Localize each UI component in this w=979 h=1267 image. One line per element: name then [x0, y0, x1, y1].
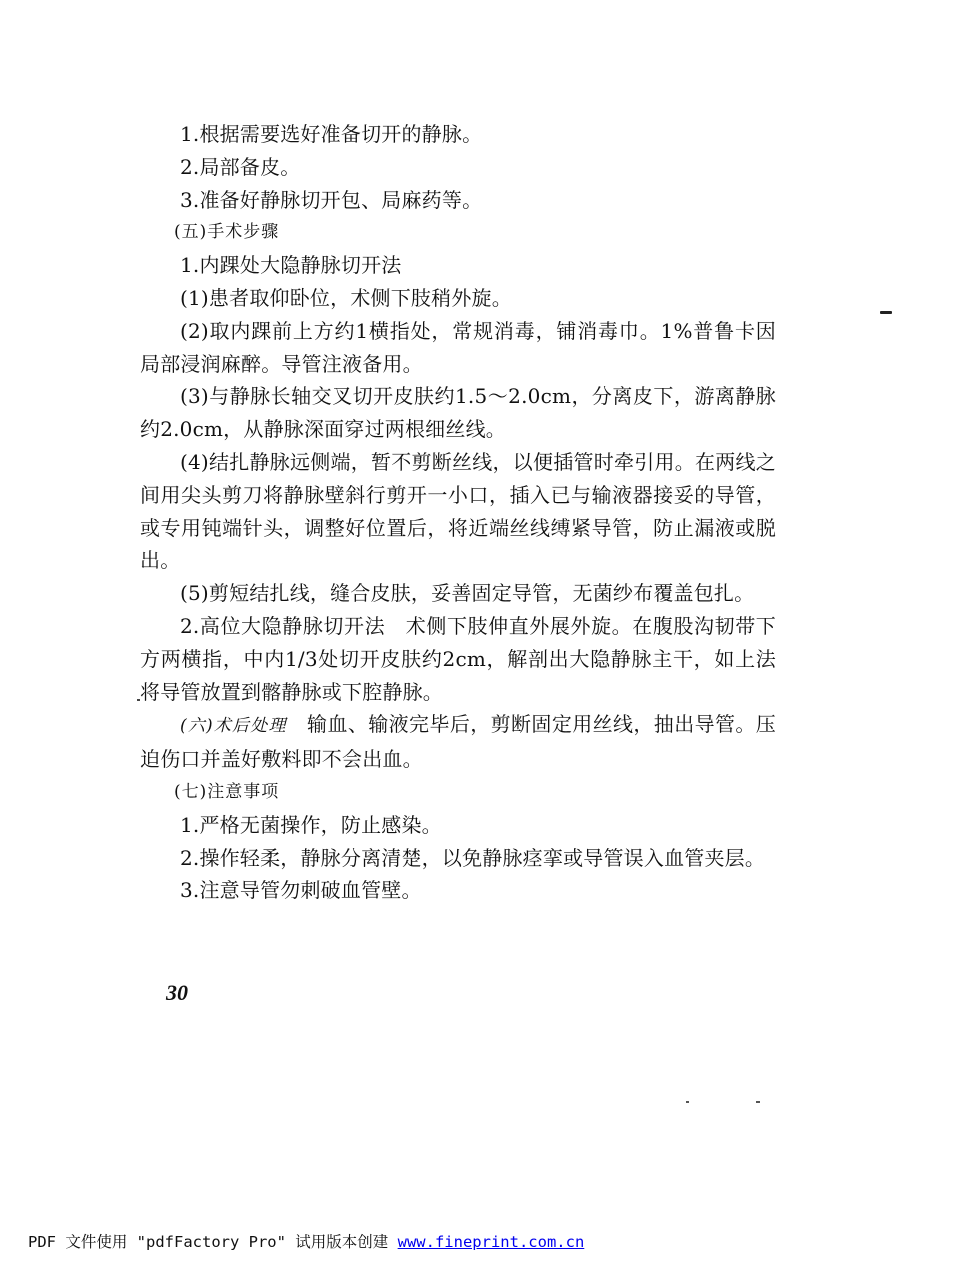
step-2: (2)取内踝前上方约1横指处，常规消毒，铺消毒巾。1%普鲁卡因局部浸润麻醉。导管注液备用。 [140, 318, 776, 376]
precaution-2: 2.操作轻柔，静脉分离清楚，以免静脉痉挛或导管误入血管夹层。 [180, 845, 766, 870]
prep-item-1: 1.根据需要选好准备切开的静脉。 [180, 122, 483, 146]
footer-text: PDF 文件使用 "pdfFactory Pro" 试用版本创建 [28, 1233, 398, 1251]
precaution-3: 3.注意导管勿刺破血管壁。 [180, 878, 422, 903]
step-3: (3)与静脉长轴交叉切开皮肤约1.5～2.0cm，分离皮下，游离静脉约2.0cm，从静脉深面穿过两根细丝线。 [140, 384, 776, 442]
scan-dot-right [756, 1101, 760, 1103]
step-5: (5)剪短结扎线，缝合皮肤，妥善固定导管，无菌纱布覆盖包扎。 [180, 581, 755, 606]
footer-link[interactable]: www.fineprint.com.cn [397, 1233, 585, 1251]
page-number: 30 [166, 980, 188, 1005]
section-heading-surgical-steps: (五)手术步骤 [174, 222, 280, 243]
postop-text: 输血、输液完毕后，剪断固定用丝线，抽出导管。压迫伤口并盖好敷料即不会出血。 [140, 712, 776, 772]
postop-heading: (六)术后处理 [180, 716, 287, 737]
scan-edge-mark [880, 311, 892, 314]
pdf-footer [28, 1230, 584, 1252]
scan-dot-left [686, 1101, 689, 1103]
prep-item-3: 3.准备好静脉切开包、局麻药等。 [180, 187, 483, 212]
body-text [140, 118, 776, 907]
step-4: (4)结扎静脉远侧端，暂不剪断丝线，以便插管时牵引用。在两线之间用尖头剪刀将静脉壁斜行剪开一小口，插入已与输液器接妥的导管，或专用钝端针头，调整好位置后，将近端丝线缚紧导管，防止漏液或脱出。 [140, 449, 776, 573]
step-1: (1)患者取仰卧位，术侧下肢稍外旋。 [180, 285, 512, 310]
scan-stray-dot [137, 699, 140, 701]
method-high-saphenous: 2.高位大隐静脉切开法 术侧下肢伸直外展外旋。在腹股沟韧带下方两横指，中内1/3处切开皮肤约2cm，解剖出大隐静脉主干，如上法将导管放置到髂静脉或下腔静脉。 [140, 613, 776, 704]
prep-item-2: 2.局部备皮。 [180, 154, 301, 179]
precaution-1: 1.严格无菌操作，防止感染。 [180, 812, 442, 837]
postop-paragraph [140, 708, 776, 776]
section-heading-precautions: (七)注意事项 [174, 781, 280, 802]
method-heading-medial-malleolus: 1.内踝处大隐静脉切开法 [180, 253, 402, 278]
